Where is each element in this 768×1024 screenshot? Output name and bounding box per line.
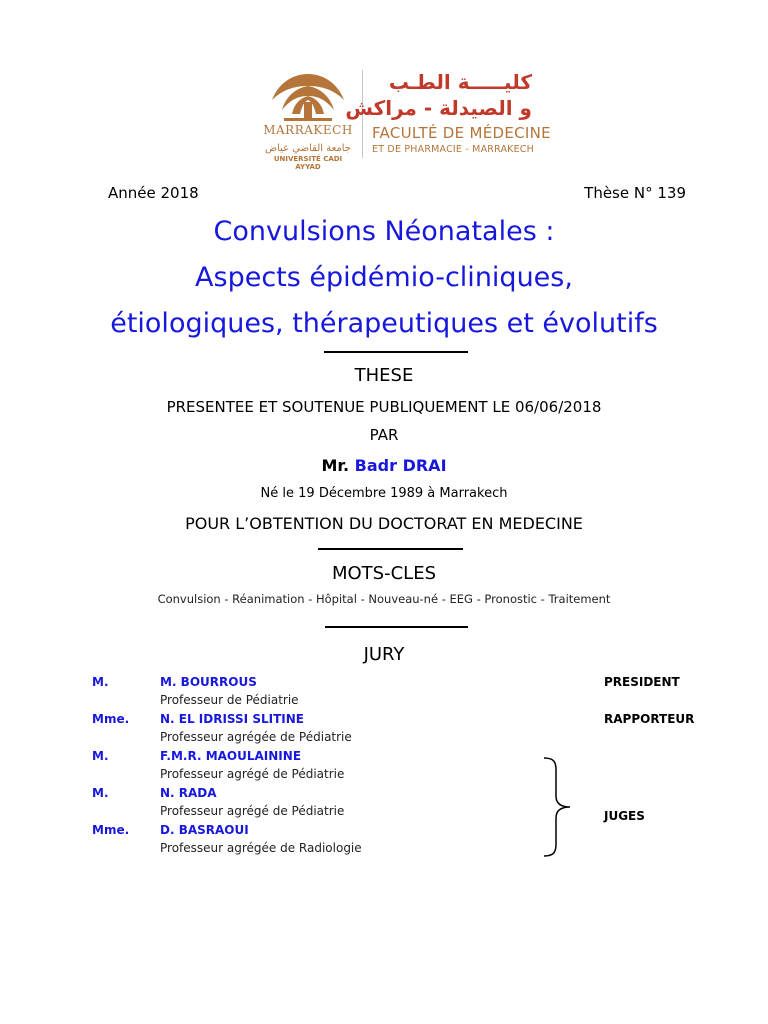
juges-label: JUGES xyxy=(604,809,645,823)
jury-civility: Mme. xyxy=(92,712,130,726)
jury-civility: M. xyxy=(92,675,109,689)
section-rule xyxy=(324,351,468,353)
university-full-name: UNIVERSITÉ CADI AYYAD xyxy=(273,155,343,171)
author xyxy=(0,456,768,475)
annee-label: Année 2018 xyxy=(108,184,199,202)
section-rule xyxy=(325,626,468,628)
jury-grade: Professeur agrégée de Pédiatrie xyxy=(160,730,352,744)
jury-grade: Professeur agrégé de Pédiatrie xyxy=(160,804,345,818)
title-line-2: Aspects épidémio-cliniques, xyxy=(195,262,573,293)
jury-name: M. BOURROUS xyxy=(160,675,257,689)
jury-name: D. BASRAOUI xyxy=(160,823,249,837)
title-line-1: Convulsions Néonatales : xyxy=(213,216,555,247)
faculty-arabic-line1: كليـــــة الطـب xyxy=(388,70,532,94)
faculty-french-line2: ET DE PHARMACIE - MARRAKECH xyxy=(372,144,534,155)
jury-heading: JURY xyxy=(363,644,405,665)
title-line-3: étiologiques, thérapeutiques et évolutifs xyxy=(110,308,658,339)
jury-civility: M. xyxy=(92,749,109,763)
section-rule xyxy=(318,548,463,550)
mots-cles-heading: MOTS-CLES xyxy=(331,563,436,584)
jury-name: N. EL IDRISSI SLITINE xyxy=(160,712,304,726)
jury-grade: Professeur de Pédiatrie xyxy=(160,693,299,707)
faculty-arabic-line2: و الصيدلة - مراكش xyxy=(345,96,532,120)
author-name: Badr DRAI xyxy=(354,456,447,475)
jury-civility: Mme. xyxy=(92,823,130,837)
author-prefix: Mr. xyxy=(321,456,350,475)
university-name: MARRAKECH xyxy=(263,123,353,137)
jury-name: N. RADA xyxy=(160,786,217,800)
these-number: Thèse N° 139 xyxy=(584,184,686,202)
jury-role: PRESIDENT xyxy=(604,675,680,689)
jury-name: F.M.R. MAOULAININE xyxy=(160,749,302,763)
right-brace-icon xyxy=(540,756,574,858)
faculty-french-line1: FACULTÉ DE MÉDECINE xyxy=(372,124,551,142)
jury-role: RAPPORTEUR xyxy=(604,712,695,726)
obtention-text: POUR L’OBTENTION DU DOCTORAT EN MEDECINE xyxy=(185,514,583,533)
birth-info: Né le 19 Décembre 1989 à Marrakech xyxy=(260,486,508,501)
mots-cles-value: Convulsion - Réanimation - Hôpital - Nouveau-né - EEG - Pronostic - Traitement xyxy=(157,592,611,606)
jury-grade: Professeur agrégé de Pédiatrie xyxy=(160,767,345,781)
par-text: PAR xyxy=(369,426,399,444)
university-name-arabic: جامعة القاضي عياض xyxy=(264,143,351,154)
jury-grade: Professeur agrégée de Radiologie xyxy=(160,841,362,855)
these-heading: THESE xyxy=(354,365,414,386)
presentee-text: PRESENTEE ET SOUTENUE PUBLIQUEMENT LE 06/06/2018 xyxy=(166,398,602,416)
jury-civility: M. xyxy=(92,786,109,800)
